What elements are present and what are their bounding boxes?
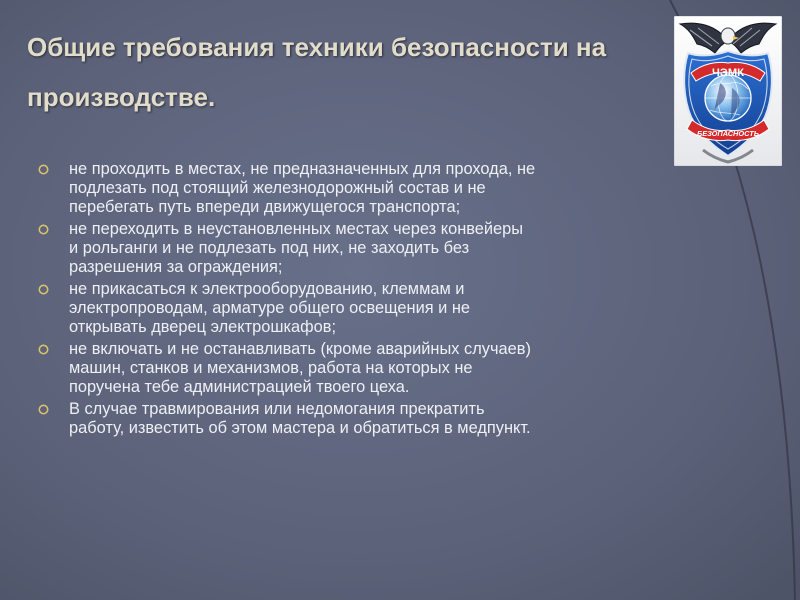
list-item — [38, 160, 678, 217]
list-item — [38, 400, 678, 438]
list-item-line: открывать дверец электрошкафов; — [69, 318, 337, 336]
list-item-line: перебегать путь впереди движущегося транспорта; — [69, 198, 461, 216]
bullet-ring-icon — [38, 224, 49, 235]
list-item-line: поручена тебе администрацией твоего цеха. — [69, 378, 410, 396]
list-item-line: В случае травмирования или недомогания прекратить — [69, 400, 485, 418]
slide-title-line2: производстве. — [27, 82, 216, 112]
bullet-ring-icon — [38, 284, 49, 295]
list-item-line: электропроводам, арматуре общего освещения и не — [69, 299, 471, 317]
bullet-ring-icon — [38, 344, 49, 355]
list-item-line: не переходить в неустановленных местах через конвейеры — [69, 220, 524, 238]
list-item-line: машин, станков и механизмов, работа на которых не — [69, 359, 473, 377]
list-item — [38, 220, 678, 277]
bullet-ring-icon — [38, 404, 49, 415]
slide-title — [27, 22, 677, 122]
list-item-line: подлезать под стоящий железнодорожный состав и не — [69, 179, 486, 197]
list-item-line: не включать и не останавливать (кроме аварийных случаев) — [69, 340, 531, 358]
slide-title-line1: Общие требования техники безопасности на — [27, 32, 607, 62]
list-item-line: не прикасаться к электрооборудованию, клеммам и — [69, 280, 465, 298]
list-item — [38, 340, 678, 397]
logo-top-text: ЧЭМК — [712, 67, 744, 79]
list-item — [38, 280, 678, 337]
safety-rules-list — [38, 160, 678, 441]
list-item-line: работу, известить об этом мастера и обратиться в медпункт. — [69, 419, 531, 437]
globe-icon — [705, 75, 751, 121]
list-item-line: не проходить в местах, не предназначенных для прохода, не — [69, 160, 536, 178]
logo-bottom-text: БЕЗОПАСНОСТЬ — [697, 129, 759, 138]
list-item-line: и рольганги и не подлезать под них, не заходить без — [69, 239, 470, 257]
list-item-line: разрешения за ограждения; — [69, 258, 283, 276]
security-badge-eagle-globe-icon — [674, 16, 782, 166]
bullet-ring-icon — [38, 164, 49, 175]
